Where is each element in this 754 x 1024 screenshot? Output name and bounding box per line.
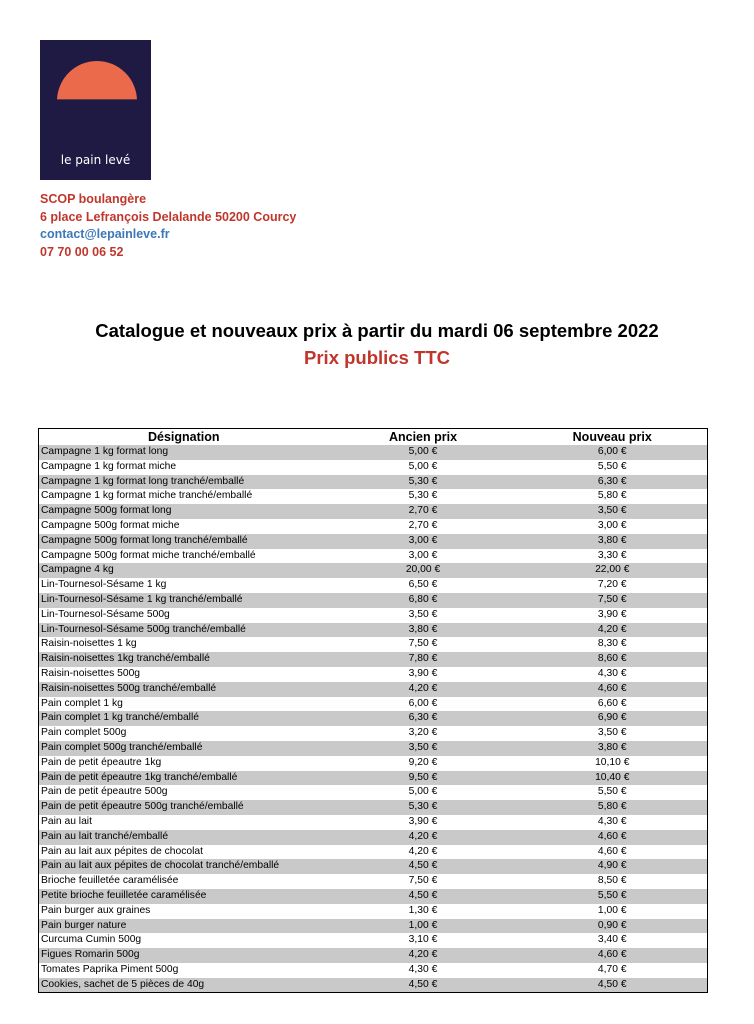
new-price-cell: 8,30 € xyxy=(597,638,627,650)
table-row xyxy=(39,756,708,771)
old-price-cell: 1,00 € xyxy=(329,919,518,934)
product-name-cell: Campagne 4 kg xyxy=(39,563,329,578)
new-price-cell: 3,80 € xyxy=(518,741,708,756)
product-name-cell: Figues Romarin 500g xyxy=(39,948,329,963)
table-row xyxy=(39,534,708,549)
old-price-cell: 3,50 € xyxy=(408,608,438,620)
table-row xyxy=(39,445,708,460)
old-price-cell: 3,90 € xyxy=(408,815,438,827)
page-subtitle: Prix publics TTC xyxy=(304,347,450,368)
contact-email-link[interactable]: contact@lepainleve.fr xyxy=(40,227,170,241)
old-price-cell: 3,10 € xyxy=(408,934,438,946)
new-price-cell: 0,90 € xyxy=(518,919,708,934)
table-row xyxy=(39,697,708,712)
table-row xyxy=(39,711,708,726)
old-price-cell: 4,30 € xyxy=(408,963,438,975)
product-name-cell: Campagne 500g format miche xyxy=(41,519,180,531)
product-name-cell: Campagne 1 kg format long tranché/emballé xyxy=(39,475,329,490)
table-row xyxy=(39,667,708,682)
table-row xyxy=(39,578,708,593)
old-price-cell: 3,00 € xyxy=(329,534,518,549)
page-title: Catalogue et nouveaux prix à partir du mardi 06 septembre 2022 xyxy=(95,320,659,341)
product-name-cell: Pain complet 1 kg tranché/emballé xyxy=(39,711,329,726)
new-price-cell: 3,50 € xyxy=(597,727,627,739)
logo xyxy=(40,40,151,180)
product-name-cell: Lin-Tournesol-Sésame 500g tranché/emballé xyxy=(39,623,329,638)
table-row xyxy=(39,652,708,667)
table-body xyxy=(39,445,708,993)
new-price-cell: 22,00 € xyxy=(518,563,708,578)
product-name-cell: Campagne 500g format miche tranché/emballé xyxy=(41,549,256,561)
new-price-cell: 4,60 € xyxy=(597,845,627,857)
old-price-cell: 4,50 € xyxy=(329,859,518,874)
table-row xyxy=(39,563,708,578)
table-row xyxy=(39,475,708,490)
new-price-cell: 4,20 € xyxy=(518,623,708,638)
new-price-cell: 4,60 € xyxy=(518,948,708,963)
old-price-cell: 5,00 € xyxy=(408,460,438,472)
old-price-cell: 3,00 € xyxy=(408,549,438,561)
product-name-cell: Campagne 1 kg format miche tranché/emballé xyxy=(41,490,253,502)
old-price-cell: 9,20 € xyxy=(408,756,438,768)
new-price-cell: 5,80 € xyxy=(518,800,708,815)
new-price-cell: 10,40 € xyxy=(518,771,708,786)
header-old-price: Ancien prix xyxy=(388,430,458,444)
new-price-cell: 6,90 € xyxy=(518,711,708,726)
old-price-cell: 7,50 € xyxy=(408,875,438,887)
old-price-cell: 4,20 € xyxy=(408,845,438,857)
new-price-cell: 3,30 € xyxy=(597,549,627,561)
old-price-cell: 1,30 € xyxy=(408,904,438,916)
old-price-cell: 4,20 € xyxy=(329,830,518,845)
product-name-cell: Raisin-noisettes 1 kg xyxy=(41,638,137,650)
table-row xyxy=(39,889,708,904)
new-price-cell: 5,50 € xyxy=(518,889,708,904)
table-row xyxy=(39,593,708,608)
new-price-cell: 4,30 € xyxy=(597,667,627,679)
old-price-cell: 6,80 € xyxy=(329,593,518,608)
product-name-cell: Raisin-noisettes 1kg tranché/emballé xyxy=(39,652,329,667)
new-price-cell: 4,60 € xyxy=(518,682,708,697)
product-name-cell: Pain au lait xyxy=(41,815,92,827)
table-row xyxy=(39,460,708,475)
new-price-cell: 6,00 € xyxy=(518,445,708,460)
new-price-cell: 6,60 € xyxy=(597,697,627,709)
old-price-cell: 5,30 € xyxy=(329,800,518,815)
product-name-cell: Pain de petit épeautre 500g xyxy=(41,786,168,798)
table-row xyxy=(39,933,708,948)
new-price-cell: 1,00 € xyxy=(597,904,627,916)
product-name-cell: Pain de petit épeautre 1kg tranché/emballé xyxy=(39,771,329,786)
table-row xyxy=(39,489,708,504)
table-row xyxy=(39,726,708,741)
table-header-row xyxy=(39,429,708,446)
product-name-cell: Campagne 1 kg format miche xyxy=(41,460,177,472)
new-price-cell: 10,10 € xyxy=(595,756,630,768)
new-price-cell: 3,00 € xyxy=(597,519,627,531)
table-row xyxy=(39,637,708,652)
old-price-cell: 6,30 € xyxy=(329,711,518,726)
old-price-cell: 5,00 € xyxy=(329,445,518,460)
product-name-cell: Pain de petit épeautre 500g tranché/emballé xyxy=(39,800,329,815)
table-row xyxy=(39,919,708,934)
new-price-cell: 3,40 € xyxy=(597,934,627,946)
old-price-cell: 3,90 € xyxy=(408,667,438,679)
product-name-cell: Lin-Tournesol-Sésame 500g xyxy=(41,608,170,620)
table-row xyxy=(39,904,708,919)
table-row xyxy=(39,519,708,534)
product-name-cell: Pain complet 500g xyxy=(41,727,127,739)
product-name-cell: Pain au lait tranché/emballé xyxy=(39,830,329,845)
table-row xyxy=(39,815,708,830)
old-price-cell: 5,30 € xyxy=(329,475,518,490)
new-price-cell: 5,80 € xyxy=(597,490,627,502)
table-row xyxy=(39,741,708,756)
old-price-cell: 20,00 € xyxy=(329,563,518,578)
new-price-cell: 4,90 € xyxy=(518,859,708,874)
logo-text: le pain levé xyxy=(60,153,131,167)
table-row xyxy=(39,800,708,815)
old-price-cell: 4,50 € xyxy=(329,978,518,993)
sun-logo-icon xyxy=(57,61,137,141)
old-price-cell: 3,20 € xyxy=(408,727,438,739)
new-price-cell: 4,70 € xyxy=(597,963,627,975)
company-name: SCOP boulangère xyxy=(40,192,147,206)
old-price-cell: 3,50 € xyxy=(329,741,518,756)
table-row xyxy=(39,682,708,697)
new-price-cell: 4,30 € xyxy=(597,815,627,827)
product-name-cell: Pain burger nature xyxy=(39,919,329,934)
old-price-cell: 3,80 € xyxy=(329,623,518,638)
company-phone: 07 70 00 06 52 xyxy=(40,244,124,259)
product-name-cell: Raisin-noisettes 500g tranché/emballé xyxy=(39,682,329,697)
new-price-cell: 5,50 € xyxy=(597,786,627,798)
new-price-cell: 7,20 € xyxy=(597,579,627,591)
old-price-cell: 6,50 € xyxy=(408,579,438,591)
old-price-cell: 6,00 € xyxy=(408,697,438,709)
new-price-cell: 8,50 € xyxy=(597,875,627,887)
product-name-cell: Pain de petit épeautre 1kg xyxy=(41,756,162,768)
table-row xyxy=(39,830,708,845)
new-price-cell: 3,50 € xyxy=(518,504,708,519)
old-price-cell: 5,00 € xyxy=(408,786,438,798)
old-price-cell: 5,30 € xyxy=(408,490,438,502)
product-name-cell: Tomates Paprika Piment 500g xyxy=(41,963,179,975)
new-price-cell: 8,60 € xyxy=(518,652,708,667)
product-name-cell: Pain complet 500g tranché/emballé xyxy=(39,741,329,756)
header-designation: Désignation xyxy=(147,430,220,444)
new-price-cell: 4,50 € xyxy=(518,978,708,993)
new-price-cell: 3,80 € xyxy=(518,534,708,549)
product-name-cell: Curcuma Cumin 500g xyxy=(41,934,142,946)
header-new-price: Nouveau prix xyxy=(572,430,652,444)
old-price-cell: 2,70 € xyxy=(329,504,518,519)
new-price-cell: 5,50 € xyxy=(597,460,627,472)
old-price-cell: 7,80 € xyxy=(329,652,518,667)
product-name-cell: Lin-Tournesol-Sésame 1 kg xyxy=(41,579,167,591)
old-price-cell: 4,50 € xyxy=(329,889,518,904)
table-row xyxy=(39,504,708,519)
product-name-cell: Lin-Tournesol-Sésame 1 kg tranché/emballé xyxy=(39,593,329,608)
table-row xyxy=(39,623,708,638)
old-price-cell: 2,70 € xyxy=(408,519,438,531)
new-price-cell: 4,60 € xyxy=(518,830,708,845)
old-price-cell: 4,20 € xyxy=(329,948,518,963)
company-address: 6 place Lefrançois Delalande 50200 Courcy xyxy=(40,209,297,224)
old-price-cell: 9,50 € xyxy=(329,771,518,786)
new-price-cell: 6,30 € xyxy=(518,475,708,490)
table-row xyxy=(39,785,708,800)
table-row xyxy=(39,948,708,963)
product-name-cell: Campagne 500g format long tranché/emballé xyxy=(39,534,329,549)
product-name-cell: Petite brioche feuilletée caramélisée xyxy=(39,889,329,904)
new-price-cell: 3,90 € xyxy=(597,608,627,620)
table-row xyxy=(39,874,708,889)
product-name-cell: Cookies, sachet de 5 pièces de 40g xyxy=(39,978,329,993)
product-name-cell: Raisin-noisettes 500g xyxy=(41,667,141,679)
new-price-cell: 7,50 € xyxy=(518,593,708,608)
table-row xyxy=(39,549,708,564)
old-price-cell: 4,20 € xyxy=(329,682,518,697)
table-row xyxy=(39,978,708,993)
table-row xyxy=(39,859,708,874)
product-name-cell: Brioche feuilletée caramélisée xyxy=(41,875,179,887)
product-name-cell: Pain burger aux graines xyxy=(41,904,151,916)
price-table xyxy=(38,428,708,993)
product-name-cell: Campagne 500g format long xyxy=(39,504,329,519)
table-row xyxy=(39,771,708,786)
table-row xyxy=(39,845,708,860)
old-price-cell: 7,50 € xyxy=(408,638,438,650)
product-name-cell: Pain complet 1 kg xyxy=(41,697,123,709)
product-name-cell: Campagne 1 kg format long xyxy=(39,445,329,460)
contact-block xyxy=(40,191,296,261)
product-name-cell: Pain au lait aux pépites de chocolat xyxy=(41,845,204,857)
table-row xyxy=(39,608,708,623)
table-row xyxy=(39,963,708,978)
product-name-cell: Pain au lait aux pépites de chocolat tranché/emballé xyxy=(39,859,329,874)
